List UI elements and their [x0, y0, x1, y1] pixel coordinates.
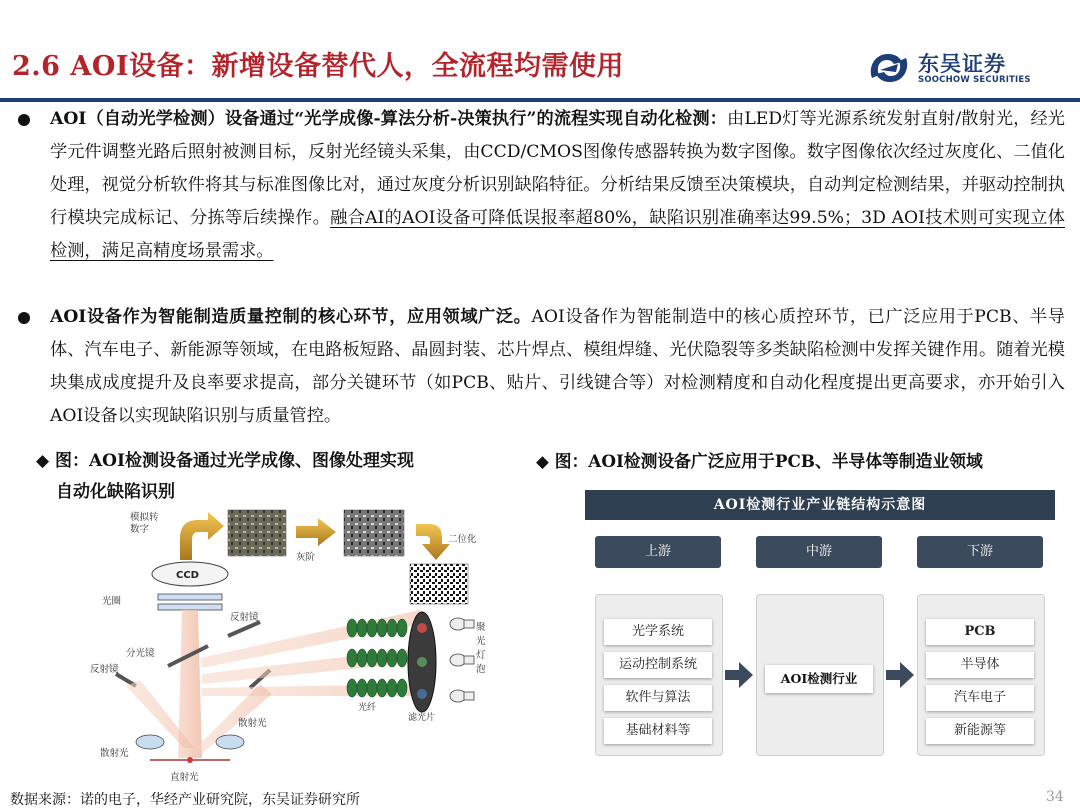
upstream-column: [595, 594, 723, 756]
downstream-item: PCB: [926, 619, 1034, 645]
lens-right: [216, 735, 244, 749]
label-reflector-2: 反射镜: [90, 664, 119, 675]
upstream-item: 运动控制系统: [604, 652, 712, 678]
filter-spot-1: [417, 623, 427, 633]
logo-text-en: SOOCHOW SECURITIES: [918, 75, 1031, 85]
label-lamp-1: 聚: [476, 622, 486, 633]
filter-spot-2: [417, 657, 427, 667]
reflector-upper: [228, 622, 260, 636]
label-analog-2: 数字: [130, 524, 150, 535]
chain-title: AOI检测行业产业链结构示意图: [585, 490, 1055, 520]
industry-chain-diagram: [585, 490, 1055, 770]
bullet-1-body: 由LED灯等光源系统发射直射/散射光，经光学元件调整光路后照射被测目标，反射光经镜头采集，由CCD/CMOS图像传感器转换为数字图像。数字图像依次经过灰度化、二值化处理，视觉分析软件将其与标准图像比对，通过灰度分析识别缺陷特征。分析结果反馈至决策模块，自动判定检测结果，并驱动控制执行模块完成标记、分拣等后续操作。: [50, 109, 1065, 228]
bulb-icons: [450, 618, 474, 702]
aperture-plate-1: [158, 594, 222, 600]
label-lamp-3: 灯: [476, 650, 486, 661]
arrow-to-binary: [416, 524, 450, 560]
downstream-column: [917, 594, 1045, 756]
bullet-dot-2: [18, 312, 30, 324]
image-binary-board: [410, 564, 468, 604]
label-gray: 灰阶: [296, 552, 316, 563]
label-analog-1: 模拟转: [130, 512, 159, 523]
bullet-2-body: AOI设备作为智能制造中的核心质控环节，已广泛应用于PCB、半导体、汽车电子、新能源等领域，在电路板短路、晶圆封装、芯片焊点、模组焊缝、光伏隐裂等多类缺陷检测中发挥关键作用。随着光模块集成成度提升及良率要求提高，部分关键环节（如PCB、贴片、引线键合等）对检测精度和自动化程度提出更高要求，亦开始引入AOI设备以实现缺陷识别与质量管控。: [50, 307, 1065, 426]
bullet-paragraph-2: [50, 301, 1065, 433]
midstream-column: [756, 594, 884, 756]
filter-spot-3: [417, 689, 427, 699]
arrow-to-gray: [296, 518, 336, 546]
bullet-paragraph-1: [50, 103, 1065, 268]
aoi-optical-diagram: [90, 498, 490, 788]
figure-left-caption-2: 自动化缺陷识别: [56, 482, 175, 502]
label-filter: 滤光片: [408, 713, 436, 723]
label-splitter: 分光镜: [126, 648, 155, 659]
upstream-item: 基础材料等: [604, 718, 712, 744]
image-color-board: [228, 510, 286, 556]
aperture-plate-2: [158, 604, 222, 610]
figure-right-caption: ◆ 图：AOI检测设备广泛应用于PCB、半导体等制造业领域: [536, 451, 983, 471]
arrow-right-icon: [725, 662, 753, 688]
bullet-1-lead: AOI（自动光学检测）设备通过“光学成像-算法分析-决策执行”的流程实现自动化检测：: [50, 109, 727, 129]
stage-midstream: 中游: [756, 536, 882, 568]
downstream-item: 新能源等: [926, 718, 1034, 744]
stage-upstream: 上游: [595, 536, 721, 568]
label-reflector: 反射镜: [230, 612, 259, 623]
downstream-item: 汽车电子: [926, 685, 1034, 711]
label-red-light: 光纤: [358, 703, 377, 713]
upstream-item: 光学系统: [604, 619, 712, 645]
page-title: 2.6 AOI设备：新增设备替代人，全流程均需使用: [12, 51, 624, 82]
arrow-analog-digital: [180, 512, 224, 560]
downstream-item: 半导体: [926, 652, 1034, 678]
data-source: 数据来源：诺的电子，华经产业研究院，东吴证券研究所: [10, 792, 360, 808]
image-gray-board: [344, 510, 404, 556]
green-emitters: [347, 619, 407, 697]
label-lamp-2: 光: [476, 636, 486, 647]
figure-left-caption-1: ◆ 图：AOI检测设备通过光学成像、图像处理实现: [36, 451, 414, 471]
bullet-1-highlight: 融合AI的AOI设备可降低误报率超80%，缺陷识别准确率达99.5%；3D AOI技术则可实现立体检测，满足高精度场景需求。: [50, 208, 1065, 261]
bullet-dot-1: [18, 114, 30, 126]
logo-text-cn: 东吴证券: [918, 52, 1006, 76]
bullet-2-lead: AOI设备作为智能制造质量控制的核心环节，应用领域广泛。: [50, 307, 532, 327]
label-aperture: 光圈: [102, 596, 122, 607]
upstream-item: 软件与算法: [604, 685, 712, 711]
stage-downstream: 下游: [917, 536, 1043, 568]
label-lamp-4: 泡: [476, 664, 486, 675]
label-scatter-right: 散射光: [238, 718, 267, 729]
lens-left: [136, 735, 164, 749]
brand-logo: [866, 48, 1046, 90]
page-number: 34: [1046, 789, 1064, 805]
label-ccd: CCD: [176, 570, 199, 581]
header-rule: [0, 98, 1080, 102]
arrow-right-icon: [886, 662, 914, 688]
midstream-item: AOI检测行业: [765, 665, 873, 693]
focus-point: [187, 757, 193, 763]
label-scatter-left: 散射光: [100, 748, 129, 759]
soochow-logo-icon: [866, 48, 912, 88]
label-direct: 直射光: [170, 772, 199, 783]
label-binary: 二位化: [448, 534, 477, 545]
